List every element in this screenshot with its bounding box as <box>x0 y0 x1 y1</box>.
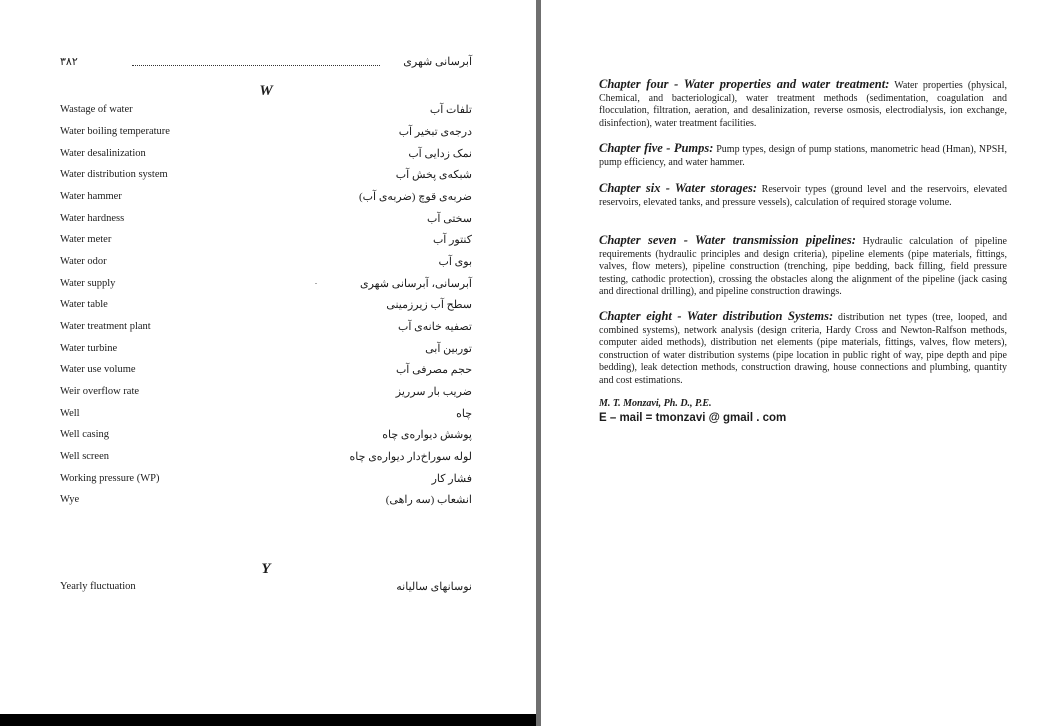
page-bottom-edge <box>0 714 536 726</box>
glossary-term-fa: حجم مصرفی آب <box>395 364 472 376</box>
chapter-body: Hydraulic calculation of pipeline requirements (hydraulic principles and design criteria), pipeline elements (pipe materials, fittings, valves, flow meters), pipeline construction (trenching, pipe bedding, back filling, field pressure testing, cathodic protection), crossing the obstacles along the alignment of the pipeline (jack casing and directional drilling), and pipeline construction drawings. <box>599 236 1007 297</box>
header-dotted-leader <box>132 65 380 66</box>
glossary-row <box>60 256 472 274</box>
running-header-title: آبرسانی شهری <box>403 56 472 68</box>
glossary-term-fa: سطح آب زیرزمینی <box>386 299 472 311</box>
glossary-row <box>60 321 472 339</box>
glossary-row <box>60 278 472 296</box>
glossary-row <box>60 191 472 209</box>
glossary-term-fa: ضربه‌ی قوچ (ضربه‌ی آب) <box>359 191 472 203</box>
author-signature: M. T. Monzavi, Ph. D., P.E. <box>599 398 712 409</box>
glossary-term-en: Wye <box>60 494 80 505</box>
glossary-term-en: Working pressure (WP) <box>60 473 160 484</box>
chapter-title: Chapter six - Water storages: <box>599 181 758 195</box>
chapter-five-summary <box>599 142 1007 169</box>
chapter-title: Chapter seven - Water transmission pipelines: <box>599 233 856 247</box>
glossary-term-en: Water treatment plant <box>60 321 151 332</box>
chapter-body: distribution net types (tree, looped, and combined systems), network analysis (design criteria, Hardy Cross and Newton-Ralfson methods, computer aided methods), distribution net elements (pipe materials, fittings, valves, flow meters), construction of water distribution systems (pipe location in public right of way, pipe depth and pipe bedding), leak detection methods, construction drawing, house connections and plumbing, quantity and cost estimations. <box>599 312 1007 386</box>
glossary-row <box>60 451 472 469</box>
glossary-term-en: Water hammer <box>60 191 122 202</box>
glossary-term-en: Water supply <box>60 278 116 289</box>
glossary-row <box>60 494 472 512</box>
glossary-row <box>60 104 472 122</box>
glossary-term-en: Water desalinization <box>60 148 146 159</box>
author-email: E – mail = tmonzavi @ gmail . com <box>599 412 787 424</box>
glossary-row <box>60 473 472 491</box>
glossary-term-en: Yearly fluctuation <box>60 581 136 592</box>
glossary-term-fa: سختی آب <box>427 213 472 225</box>
chapter-title: Chapter five - Pumps: <box>599 141 714 155</box>
glossary-term-fa: نوسانهای سالیانه <box>396 581 472 593</box>
scan-speck <box>315 283 317 284</box>
glossary-row <box>60 408 472 426</box>
glossary-row <box>60 169 472 187</box>
chapter-title: Chapter four - Water properties and water treatment: <box>599 77 890 91</box>
glossary-row <box>60 148 472 166</box>
chapter-eight-summary <box>599 310 1007 387</box>
glossary-term-fa: نمک زدایی آب <box>408 148 472 160</box>
section-letter-w: W <box>259 83 273 99</box>
glossary-term-fa: توربین آبی <box>425 343 472 355</box>
glossary-row <box>60 581 472 599</box>
glossary-row <box>60 299 472 317</box>
glossary-term-fa: تصفیه خانه‌ی آب <box>397 321 472 333</box>
glossary-term-fa: کنتور آب <box>432 234 472 246</box>
glossary-term-en: Well casing <box>60 429 110 440</box>
section-letter-y: Y <box>261 561 271 577</box>
running-header <box>60 55 472 69</box>
glossary-term-fa: آبرسانی، آبرسانی شهری <box>360 278 472 290</box>
glossary-term-en: Water hardness <box>60 213 125 224</box>
glossary-term-en: Wastage of water <box>60 104 133 115</box>
chapter-body: Water properties (physical, Chemical, and bacteriological), water treatment methods (sedimentation, coagulation and flocculation, filtration, aeration, and desalinization, reverse osmosis, electrodialysis, ion exchange, disinfection), water treatment facilities. <box>599 80 1007 129</box>
chapter-seven-summary <box>599 234 1007 299</box>
glossary-row <box>60 213 472 231</box>
glossary-row <box>60 126 472 144</box>
glossary-term-en: Water use volume <box>60 364 136 375</box>
chapter-four-summary <box>599 78 1007 130</box>
glossary-row <box>60 429 472 447</box>
glossary-row <box>60 234 472 252</box>
glossary-term-fa: بوی آب <box>438 256 472 268</box>
glossary-term-fa: لوله سوراخ‌دار دیواره‌ی چاه <box>349 451 472 463</box>
glossary-row <box>60 343 472 361</box>
glossary-term-fa: درجه‌ی تبخیر آب <box>398 126 472 138</box>
page-number: ۳۸۲ <box>60 56 78 68</box>
chapter-body: Reservoir types (ground level and the reservoirs, elevated reservoirs, elevated tanks, and pressure vessels), calculation of required storage volume. <box>599 184 1007 208</box>
glossary-term-en: Water turbine <box>60 343 118 354</box>
glossary-term-en: Water table <box>60 299 108 310</box>
glossary-term-en: Water odor <box>60 256 107 267</box>
glossary-term-fa: انشعاب (سه راهی) <box>385 494 472 506</box>
chapter-title: Chapter eight - Water distribution Systems: <box>599 309 834 323</box>
glossary-term-fa: شبکه‌ی پخش آب <box>395 169 472 181</box>
chapter-body: Pump types, design of pump stations, manometric head (Hman), NPSH, pump efficiency, and water hammer. <box>599 144 1007 168</box>
chapter-six-summary <box>599 182 1007 209</box>
right-page <box>541 0 1054 726</box>
glossary-row <box>60 364 472 382</box>
glossary-row <box>60 386 472 404</box>
glossary-term-en: Well screen <box>60 451 110 462</box>
glossary-term-fa: ضریب بار سرریز <box>395 386 472 398</box>
glossary-term-fa: پوشش دیواره‌ی چاه <box>382 429 472 441</box>
glossary-term-fa: فشار کار <box>431 473 472 485</box>
glossary-term-en: Weir overflow rate <box>60 386 140 397</box>
glossary-term-en: Water meter <box>60 234 112 245</box>
glossary-term-en: Water distribution system <box>60 169 168 180</box>
glossary-term-fa: تلفات آب <box>429 104 472 116</box>
glossary-term-fa: چاه <box>456 408 472 420</box>
glossary-term-en: Water boiling temperature <box>60 126 170 137</box>
glossary-term-en: Well <box>60 408 80 419</box>
